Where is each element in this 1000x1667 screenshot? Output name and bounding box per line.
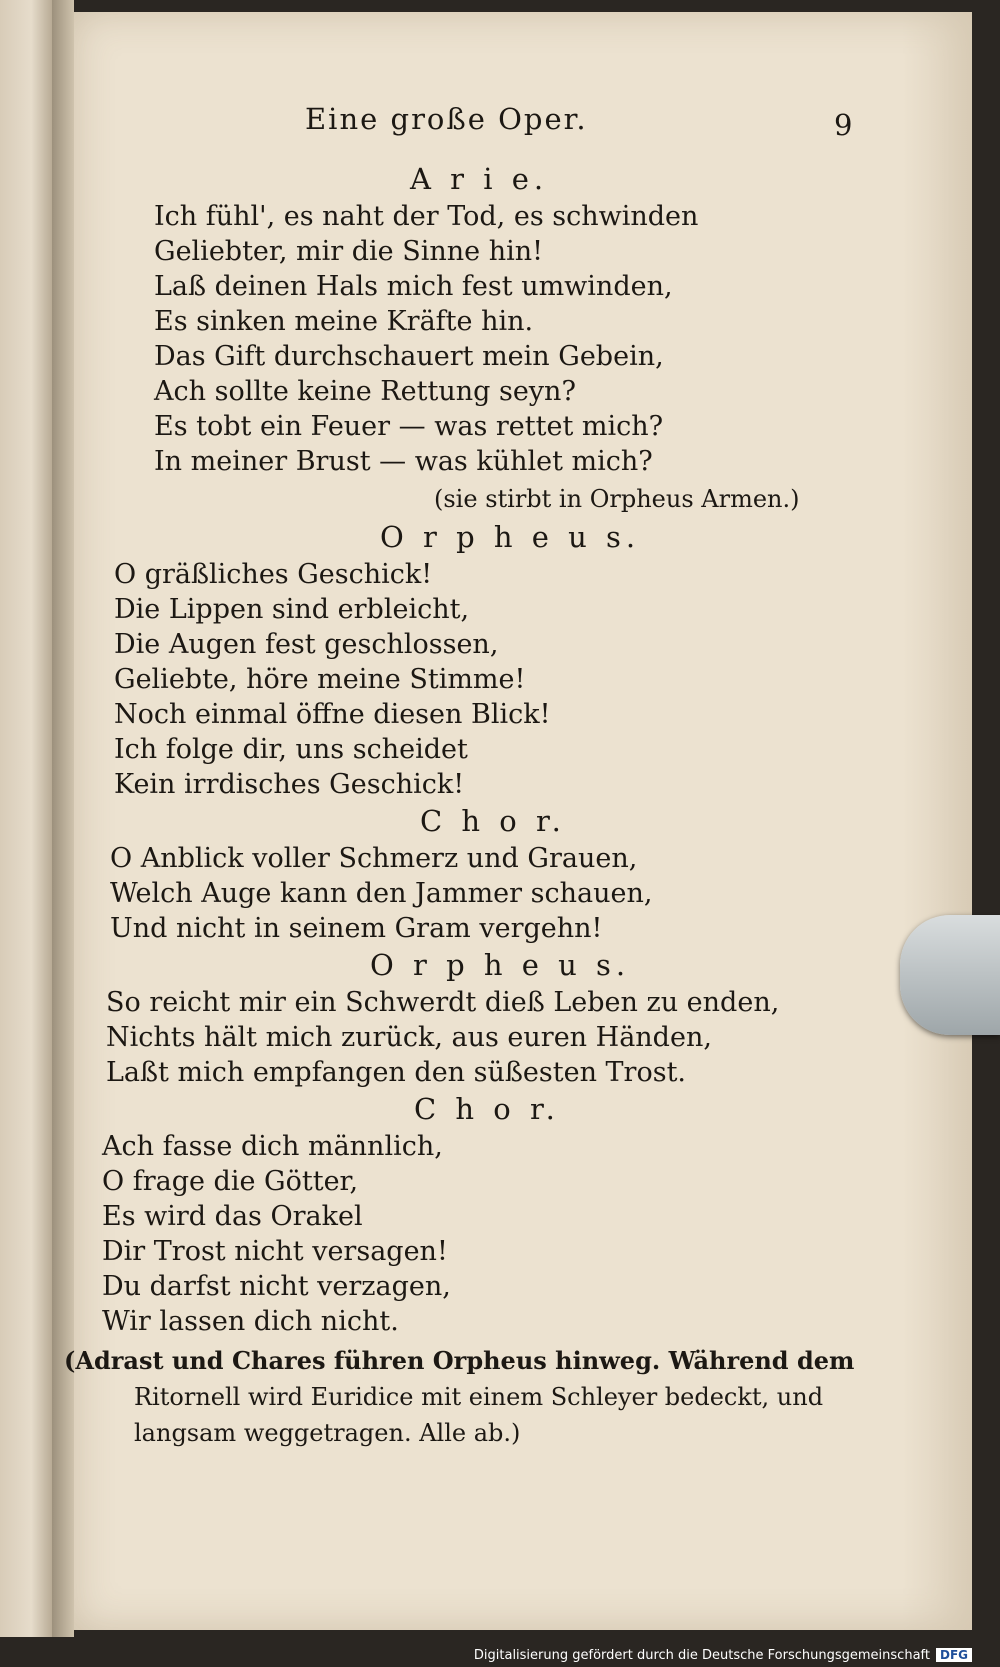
verse-line: Noch einmal öffne diesen Blick! xyxy=(114,699,551,730)
verse-line: Ich fühl', es naht der Tod, es schwinden xyxy=(154,201,699,232)
verse-line: Du darfst nicht verzagen, xyxy=(102,1271,451,1302)
running-title: Eine große Oper. xyxy=(305,102,588,136)
verse-line: Geliebte, höre meine Stimme! xyxy=(114,664,526,695)
verse-line: Ach fasse dich männlich, xyxy=(102,1131,443,1162)
dfg-logo: DFG xyxy=(936,1648,972,1662)
speaker-heading-orpheus: O r p h e u s. xyxy=(370,948,631,982)
verse-line: Es sinken meine Kräfte hin. xyxy=(154,306,534,337)
book-page xyxy=(64,12,972,1630)
verse-line: Wir lassen dich nicht. xyxy=(102,1306,399,1337)
speaker-heading-chor: C h o r. xyxy=(420,804,566,838)
left-page-edge xyxy=(0,0,52,1640)
verse-line: Nichts hält mich zurück, aus euren Händen, xyxy=(106,1022,712,1053)
verse-line: Welch Auge kann den Jammer schauen, xyxy=(110,878,653,909)
verse-line: O frage die Götter, xyxy=(102,1166,359,1197)
page-text xyxy=(64,12,972,1630)
stage-direction: (sie stirbt in Orpheus Armen.) xyxy=(434,485,800,513)
speaker-heading-arie: A r i e. xyxy=(410,162,549,196)
verse-line: Ach sollte keine Rettung seyn? xyxy=(154,376,576,407)
verse-line: So reicht mir ein Schwerdt dieß Leben zu enden, xyxy=(106,987,780,1018)
verse-line: Die Augen fest geschlossen, xyxy=(114,629,499,660)
page-number: 9 xyxy=(834,108,855,142)
verse-line: O gräßliches Geschick! xyxy=(114,559,433,590)
page-clip-tab xyxy=(900,915,1000,1035)
funding-credit-text: Digitalisierung gefördert durch die Deutsche Forschungsgemeinschaft xyxy=(473,1648,930,1663)
verse-line: In meiner Brust — was kühlet mich? xyxy=(154,446,653,477)
verse-line: O Anblick voller Schmerz und Grauen, xyxy=(110,843,638,874)
verse-line: Ich folge dir, uns scheidet xyxy=(114,734,468,765)
verse-line: Das Gift durchschauert mein Gebein, xyxy=(154,341,664,372)
speaker-heading-chor: C h o r. xyxy=(414,1092,560,1126)
stage-direction: langsam weggetragen. Alle ab.) xyxy=(134,1419,521,1447)
verse-line: Kein irrdisches Geschick! xyxy=(114,769,465,800)
verse-line: Die Lippen sind erbleicht, xyxy=(114,594,470,625)
verse-line: Es tobt ein Feuer — was rettet mich? xyxy=(154,411,664,442)
verse-line: Dir Trost nicht versagen! xyxy=(102,1236,448,1267)
verse-line: Laßt mich empfangen den süßesten Trost. xyxy=(106,1057,687,1088)
verse-line: Es wird das Orakel xyxy=(102,1201,363,1232)
verse-line: Geliebter, mir die Sinne hin! xyxy=(154,236,543,267)
stage-direction: (Adrast und Chares führen Orpheus hinweg. Während dem xyxy=(64,1346,855,1375)
funding-credit xyxy=(474,1648,972,1663)
verse-line: Laß deinen Hals mich fest umwinden, xyxy=(154,271,673,302)
footer-bar xyxy=(0,1637,1000,1667)
verse-line: Und nicht in seinem Gram vergehn! xyxy=(110,913,603,944)
stage-direction: Ritornell wird Euridice mit einem Schleyer bedeckt, und xyxy=(134,1383,824,1411)
book-gutter xyxy=(52,0,74,1640)
speaker-heading-orpheus: O r p h e u s. xyxy=(380,520,641,554)
